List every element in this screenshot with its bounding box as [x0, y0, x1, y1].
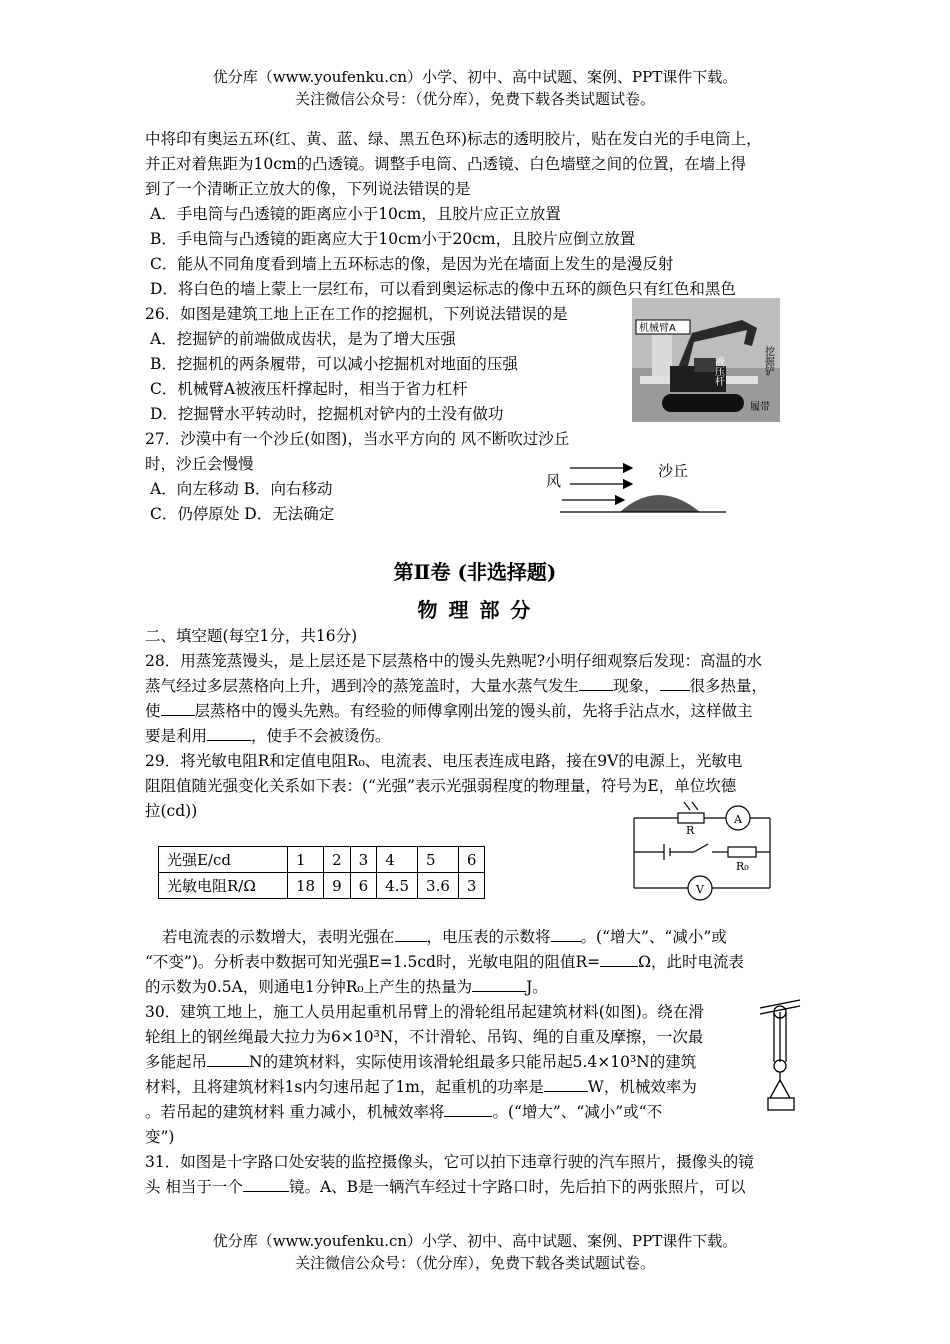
excavator-figure [632, 298, 780, 422]
label-R0: R₀ [736, 860, 749, 873]
label-ammeter: A [734, 813, 742, 826]
q28-text-3a: 使 [145, 702, 161, 720]
part2-title: 第Ⅱ卷 (非选择题) [393, 560, 557, 584]
q27-options-cd: C．仍停原处 D．无法确定 [150, 505, 335, 523]
header-line-1: 优分库（www.youfenku.cn）小学、初中、高中试题、案例、PPT课件下载。 [212, 68, 738, 86]
q25-option-c: C．能从不同角度看到墙上五环标志的像，是因为光在墙面上发生的是漫反射 [150, 255, 674, 273]
q29-line-3: 拉(cd)) [145, 802, 198, 820]
footer-line-2: 关注微信公众号：（优分库），免费下载各类试题试卷。 [294, 1254, 655, 1272]
q25-line-3: 到了一个清晰正立放大的像，下列说法错误的是 [145, 180, 471, 198]
q25-option-a: A．手电筒与凸透镜的距离应小于10cm，且胶片应正立放置 [150, 205, 561, 223]
q29-para-1 [162, 926, 727, 948]
q29-para-3 [145, 976, 548, 998]
label-R: R [686, 824, 695, 837]
q30-line-4 [145, 1076, 697, 1098]
q29-text-3b: J。 [526, 978, 548, 996]
q29-blank-4[interactable] [472, 976, 526, 992]
q25-line-2: 并正对着焦距为10cm的凸透镜。调整手电筒、凸透镜、白色墙壁之间的位置，在墙上得 [145, 155, 747, 173]
label-track: 履带 [750, 402, 770, 413]
wind-label: 风 [546, 472, 562, 490]
q28-line-4 [145, 725, 391, 747]
q31-text-2a: 头 相当于一个 [145, 1178, 243, 1196]
q30-text-4a: 材料，且将建筑材料1s内匀速吊起了1m，起重机的功率是 [145, 1078, 544, 1096]
table-header-resistance: 光敏电阻R/Ω [159, 873, 288, 899]
q28-text-3b: 层蒸格中的馒头先熟。有经验的师傅拿刚出笼的馒头前，先将手沾点水，这样做主 [194, 702, 753, 720]
q25-option-b: B．手电筒与凸透镜的距离应大于10cm小于20cm，且胶片应倒立放置 [150, 230, 636, 248]
label-arm: 机械臂A [639, 323, 676, 334]
q29-blank-2[interactable] [551, 926, 581, 942]
q28-blank-4[interactable] [207, 725, 251, 741]
q30-blank-2[interactable] [544, 1076, 588, 1092]
header-line-2: 关注微信公众号：（优分库），免费下载各类试题试卷。 [294, 90, 655, 108]
table-row [159, 847, 485, 873]
q30-line-2: 轮组上的钢丝绳最大拉力为6×10³N，不计滑轮、吊钩、绳的自重及摩擦，一次最 [145, 1028, 704, 1046]
q29-line-1: 29．将光敏电阻R和定值电阻R₀、电流表、电压表连成电路，接在9V的电源上，光敏电 [145, 752, 743, 770]
q29-text-1b: ，电压表的示数将 [426, 928, 551, 946]
pulley-figure [756, 996, 806, 1118]
q29-text-2a: “不变”)。分析表中数据可知光强E=1.5cd时，光敏电阻的阻值R= [145, 953, 601, 971]
table-cell: 3 [350, 847, 377, 873]
table-cell: 6 [458, 847, 485, 873]
q30-line-6: 变”) [145, 1128, 175, 1146]
q29-text-2b: Ω，此时电流表 [638, 953, 744, 971]
q31-line-1: 31．如图是十字路口处安装的监控摄像头，它可以拍下违章行驶的汽车照片，摄像头的镜 [145, 1153, 754, 1171]
table-cell: 4 [377, 847, 418, 873]
q25-line-1: 中将印有奥运五环(红、黄、蓝、绿、黑五色环)标志的透明胶片，贴在发白光的手电筒上， [145, 130, 762, 148]
q30-line-1: 30．建筑工地上，施工人员用起重机吊臂上的滑轮组吊起建筑材料(如图)。绕在滑 [145, 1003, 704, 1021]
q29-text-3a: 的示数为0.5A，则通电1分钟R₀上产生的热量为 [145, 978, 473, 996]
q29-blank-3[interactable] [600, 951, 638, 967]
label-rod: 液压杆 [712, 356, 724, 386]
q29-line-2: 阻阻值随光强变化关系如下表：(“光强”表示光强弱程度的物理量，符号为E，单位坎德 [145, 777, 737, 795]
q30-line-3 [145, 1051, 696, 1073]
table-header-light: 光强E/cd [159, 847, 288, 873]
table-cell: 2 [324, 847, 351, 873]
q30-text-5a: 。若吊起的建筑材料 重力减小，机械效率将 [145, 1103, 445, 1121]
q30-blank-3[interactable] [444, 1101, 492, 1117]
q28-line-3 [145, 700, 753, 722]
footer-line-1: 优分库（www.youfenku.cn）小学、初中、高中试题、案例、PPT课件下载。 [212, 1232, 738, 1250]
table-cell: 1 [288, 847, 324, 873]
q25-option-d: D．将白色的墙上蒙上一层红布，可以看到奥运标志的像中五环的颜色只有红色和黑色 [150, 280, 736, 298]
q27-options-ab: A．向左移动 B．向右移动 [150, 480, 333, 498]
q31-blank-1[interactable] [243, 1176, 289, 1192]
q26-option-a: A．挖掘铲的前端做成齿状，是为了增大压强 [150, 330, 456, 348]
dune-figure [540, 458, 740, 518]
q28-text-2a: 蒸气经过多层蒸格向上升，遇到冷的蒸笼盖时，大量水蒸气发生 [145, 677, 580, 695]
table-cell: 18 [288, 873, 324, 899]
table-cell: 9 [324, 873, 351, 899]
q29-text-1c: 。(“增大”、“减小”或 [580, 928, 727, 946]
table-cell: 3 [458, 873, 485, 899]
q30-text-3b: N的建筑材料，实际使用该滑轮组最多只能吊起5.4×10³N的建筑 [249, 1053, 697, 1071]
q28-line-1: 28．用蒸笼蒸馒头，是上层还是下层蒸格中的馒头先熟呢?小明仔细观察后发现：高温的水 [145, 652, 763, 670]
q30-text-5b: 。(“增大”、“减小”或“不 [492, 1103, 663, 1121]
table-cell: 4.5 [377, 873, 418, 899]
table-cell: 3.6 [418, 873, 459, 899]
q27-line-1: 27．沙漠中有一个沙丘(如图)，当水平方向的 风不断吹过沙丘 [145, 430, 570, 448]
q30-blank-1[interactable] [207, 1051, 249, 1067]
q28-text-4a: 要是利用 [145, 727, 208, 745]
q26-option-b: B．挖掘机的两条履带，可以减小挖掘机对地面的压强 [150, 355, 518, 373]
q31-line-2 [145, 1176, 746, 1198]
label-shovel: 挖掘铲 [762, 346, 774, 376]
q28-line-2 [145, 675, 767, 697]
q28-blank-1[interactable] [579, 675, 613, 691]
light-resistance-table [158, 846, 485, 899]
q30-line-5 [145, 1101, 662, 1123]
q29-text-1a: 若电流表的示数增大，表明光强在 [162, 928, 395, 946]
q26-option-d: D．挖掘臂水平转动时，挖掘机对铲内的土没有做功 [150, 405, 504, 423]
label-voltmeter: V [696, 883, 704, 896]
table-row [159, 873, 485, 899]
q27-line-2: 时，沙丘会慢慢 [145, 455, 254, 473]
q28-text-2b: 现象， [613, 677, 660, 695]
q29-blank-1[interactable] [395, 926, 427, 942]
q28-blank-2[interactable] [660, 675, 690, 691]
q30-text-3a: 多能起吊 [145, 1053, 208, 1071]
q26-stem: 26．如图是建筑工地上正在工作的挖掘机，下列说法错误的是 [145, 305, 568, 323]
dune-label: 沙丘 [658, 462, 689, 480]
q30-text-4b: W，机械效率为 [587, 1078, 697, 1096]
circuit-figure [630, 800, 776, 906]
section-heading: 二、填空题(每空1分，共16分) [145, 627, 358, 645]
table-cell: 5 [418, 847, 459, 873]
q28-blank-3[interactable] [161, 700, 195, 716]
table-cell: 6 [350, 873, 377, 899]
q29-para-2 [145, 951, 744, 973]
q26-option-c: C．机械臂A被液压杆撑起时，相当于省力杠杆 [150, 380, 468, 398]
q28-text-2c: 很多热量， [689, 677, 768, 695]
part2-subtitle: 物 理 部 分 [417, 598, 533, 622]
q31-text-2b: 镜。A、B是一辆汽车经过十字路口时，先后拍下的两张照片，可以 [288, 1178, 746, 1196]
q28-text-4b: ，使手不会被烫伤。 [251, 727, 391, 745]
